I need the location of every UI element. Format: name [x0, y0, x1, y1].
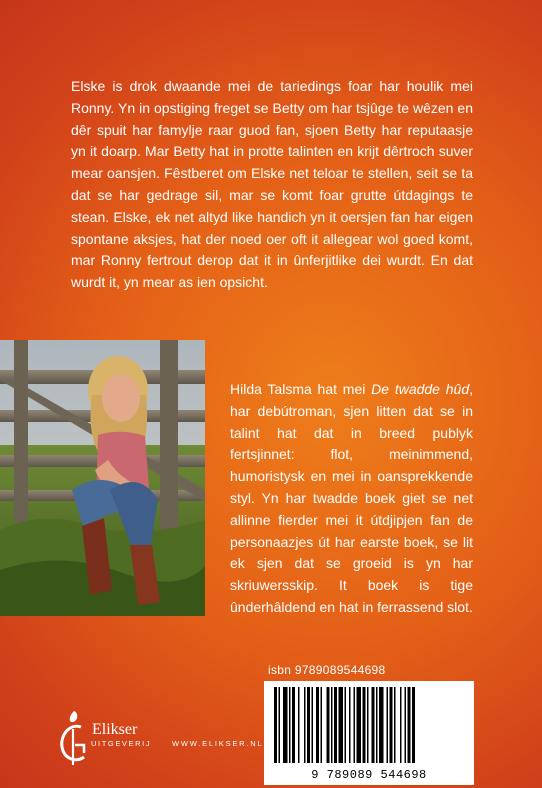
author-photo: [0, 340, 205, 616]
isbn-barcode: [264, 681, 474, 785]
bio-text-end: , har debútroman, sjen litten dat se in talint hat dat in breed publyk fertsjinnet: flot, meinimmend, humoristysk en mei in oansprekkende styl. Yn har twadde boek giet se net allinne fierder mei it útdjipjen fan de personaazjes út har earste boek, se lit ek sjen dat se groeid is yn har skriuwersskip. It boek is tige ûnderhâldend en hat in ferrassend slot.: [230, 381, 473, 615]
isbn-label: isbn 9789089544698: [268, 663, 386, 677]
barcode-digits: 9 789089 544698: [311, 768, 427, 782]
debut-novel-title: De twadde hûd: [371, 381, 470, 397]
publisher-name: Elikser: [92, 721, 138, 738]
publisher-subtitle: UITGEVERIJ: [91, 739, 152, 748]
author-bio: [230, 379, 473, 619]
bio-text-start: Hilda Talsma hat mei: [230, 381, 372, 397]
blurb-text: Elske is drok dwaande mei de tariedings foar har houlik mei Ronny. Yn in opstiging freget se Betty om har tsjûge te wêzen en dêr spuit har famylje raar guod fan, sjoen Betty har reputaasje yn it doarp. Mar Betty hat in protte talinten en krijt dêrtroch suver mear oansjen. Fêstberet om Elske net teloar te stellen, seit se ta dat se har gedrage sil, mar se komt foar grutte útdagings te stean. Elske, ek net altyd like handich yn it oersjen fan har eigen spontane aksjes, hat der noed oer oft it allegear wol goed komt, mar Ronny fertrout derop dat it in ûnferjitlike dei wurdt. En dat wurdt it, yn mear as ien opsicht.: [71, 78, 473, 291]
publisher-website: WWW.ELIKSER.NL: [172, 739, 264, 748]
